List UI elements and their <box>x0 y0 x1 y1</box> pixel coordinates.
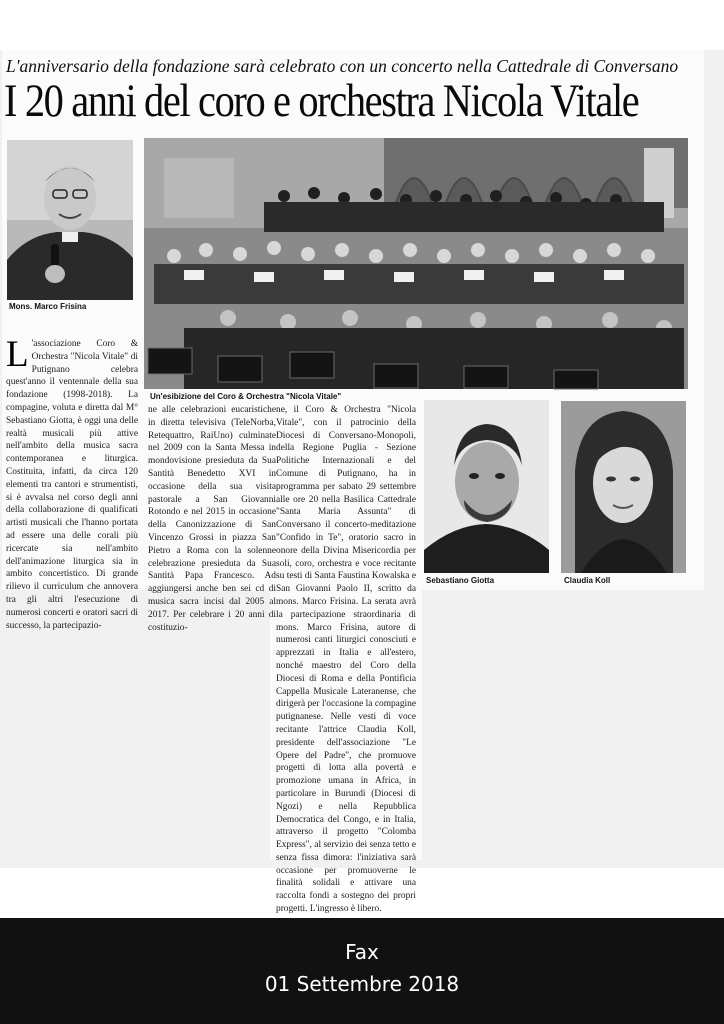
drop-cap: L <box>6 334 29 375</box>
caption-choir: Un'esibizione del Coro & Orchestra "Nicola Vitale" <box>150 392 342 401</box>
caption-koll: Claudia Koll <box>564 576 611 585</box>
publication-date: 01 Settembre 2018 <box>264 972 460 996</box>
article-column-2-text: ne alle celebrazioni eucaristiche in diretta televisiva (TeleNorba, Retequattro, RaiUno) culminate nel 2009 con la Santa Messa in mondovisione presieduta da Sua Santità Benedetto XVI in occasione della sua visita pastorale a San Giovanni Rotondo e nel 2015 in occasione della Canonizzazione di San Vincenzo Grossi in piazza San Pietro a Roma con la solenne celebrazione presieduta da Sua Santità Papa Francesco. Ad aggiungersi anche ben sei cd di musica sacra incisi dal 2005 al 2017. Per celebrare i 20 anni di costituzio- <box>148 405 276 633</box>
photo-marco-frisina <box>7 140 133 300</box>
article-kicker: L'anniversario della fondazione sarà celebrato con un concerto nella Cattedrale di Conversano <box>6 56 679 76</box>
article-column-3-text: ne, il Coro & Orchestra "Nicola Vitale", con il patrocinio della Diocesi di Conversano-Monopoli, della Regione Puglia - Sezione Politiche Internazionali e del Comune di Putignano, ha in programma per sabato 29 settembre alle ore 20 nella Basilica Cattedrale "Santa Maria Assunta" di Conversano il concerto-meditazione "Confido in Te", oratorio sacro in onore della Divina Misericordia per soli, coro, orchestra e voce recitante su testi di Santa Faustina Kowalska e San Giovanni Paolo II, scritto da mons. Marco Frisina. La serata avrà la partecipazione straordinaria di mons. Marco Frisina, autore di numerosi canti liturgici conosciuti e apprezzati in Italia e all'estero, nonché maestro del Coro della Diocesi di Roma e della Pontificia Cappella Musicale Lateranense, che dirigerà per l'occasione la compagine putignanese. Nelle vesti di voce recitante l'attrice Claudia Koll, presidente dell'associazione "Le Opere del Padre", che promuove progetti di lotta alla povertà e promozione umana in Africa, in particolare in Burundi (Diocesi di Ngozi) e nella Repubblica Democratica del Congo, e in Italia, attraverso il progetto "Colomba Express", al servizio dei senza tetto e senza fissa dimora: l'iniziativa sarà occasione per promuoverne le finalità solidali e attivare una raccolta fondi a sostegno dei propri progetti. L'ingresso è libero. <box>276 405 416 915</box>
source-footer <box>0 918 724 1024</box>
photo-claudia-koll <box>561 401 686 573</box>
photo-sebastiano-giotta <box>424 400 549 573</box>
article-column-1 <box>6 334 138 631</box>
source-name: Fax <box>345 940 379 964</box>
article-column-2 <box>148 404 276 633</box>
article-headline: I 20 anni del coro e orchestra Nicola Vitale <box>4 75 639 127</box>
newspaper-clipping <box>0 50 724 915</box>
photo-choir-performance <box>144 138 688 389</box>
caption-giotta: Sebastiano Giotta <box>426 576 495 585</box>
caption-frisina: Mons. Marco Frisina <box>9 302 87 311</box>
article-column-3 <box>276 404 416 915</box>
article-column-1-text: 'associazione Coro & Orchestra "Nicola Vitale" di Putignano celebra quest'anno il ventennale della sua fondazione (1998-2018). La compagine, voluta e diretta dal M° Sebastiano Giotta, è oggi una delle realtà musicali più attive nell'ambito della musica sacra contemporanea e liturgica. Costituita, infatti, da circa 120 elementi tra cantori e strumentisti, si è avvalsa nel corso degli anni della collaborazione di qualificati artisti musicali che l'hanno portata ad essere una delle corali più ricercate sia nell'ambito dell'animazione liturgica sia in ambito concertistico. Di grande rilievo il curriculum che annovera tra gli altri l'esecuzione di numerosi concerti e oratori sacri di successo, la partecipazio- <box>6 339 138 631</box>
